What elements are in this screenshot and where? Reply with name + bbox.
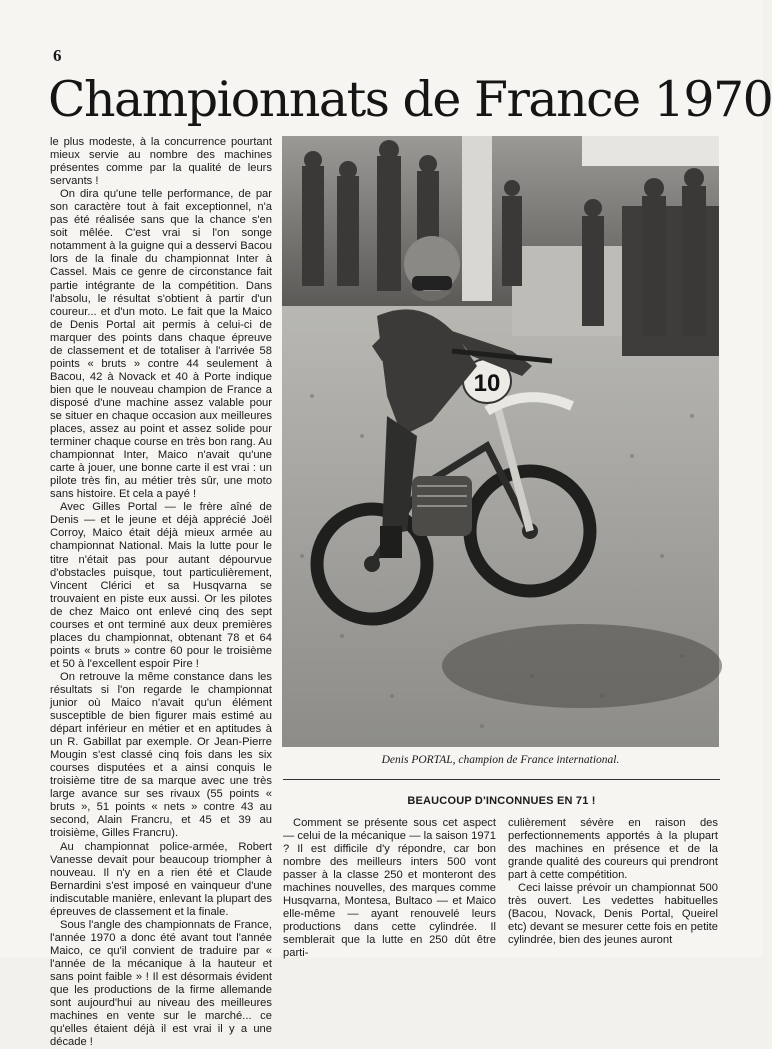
headline: Championnats de France 1970 <box>48 71 772 128</box>
article-paragraph: Ceci laisse prévoir un championnat 500 très ouvert. Les vedettes habituelles (Bacou, Novack, Denis Portal, Queirel etc) devant se mesurer cette fois en petite cylindrée, bien des jeunes auront <box>508 882 718 947</box>
article-column-bottom-2 <box>508 817 718 947</box>
page-number: 6 <box>53 46 62 65</box>
article-paragraph: le plus modeste, à la concurrence pourtant mieux servie au nombre des machines présentes comme par la qualité de leurs servants ! <box>50 136 272 188</box>
article-paragraph: On retrouve la même constance dans les résultats si l'on regarde le championnat junior où Maico n'avait qu'un élément susceptible de bien figurer mais estimé au départ inférieur en métier et en aptitudes à un R. Gabillat par exemple. Or Jean-Pierre Mougin s'est classé cinq fois dans les six courses disputées et a ainsi conquis le troisième titre de sa marque avec une très large avance sur ses rivaux (55 points « bruts », 51 points « nets » contre 43 au second, Alain Francru, et 45 et 39 au troisième, Gilles Francru). <box>50 670 272 840</box>
section-heading: BEAUCOUP D'INCONNUES EN 71 ! <box>407 795 596 807</box>
article-paragraph: Sous l'angle des championnats de France, l'année 1970 a donc été avant tout l'année Maico, ce qu'il convient de traduire par « l'année de la mécanique à la hauteur et sans point faible » ! Il est désormais évident que les productions de la firme allemande sont aujourd'hui au niveau des meilleures machines en vente sur le marché... ce qu'elles étaient déjà il est vrai il y a une décade ! <box>50 918 272 1049</box>
article-column-left <box>50 136 272 1049</box>
article-paragraph: Avec Gilles Portal — le frère aîné de Denis — et le jeune et déjà apprécié Joël Corroy, Maico était déjà mieux armée au championnat National. Mais la lutte pour le titre n'était pas pour autant dépourvue d'obstacles puisque, tout particulièrement, Vincent Clérici et sa Husqvarna se trouvaient en piste eux aussi. Or les pilotes de chez Maico ont enlevé cinq des sept courses et ont terminé aux deux premières places du championnat, obtenant 78 et 64 points « bruts » contre 60 pour le troisième et 50 à l'excellent espoir Pire ! <box>50 501 272 670</box>
article-column-bottom-1 <box>283 817 496 960</box>
number-plate: 10 <box>473 370 501 397</box>
article-paragraph: culièrement sévère en raison des perfectionnements apportés à la plupart des machines en présence et de la grande qualité des coureurs qui prendront part à cette compétition. <box>508 817 718 882</box>
article-paragraph: Au championnat police-armée, Robert Vanesse devait pour beaucoup triompher à nouveau. Il n'y en a rien été et Claude Bernardini s'est imposé en vainqueur d'une indiscutable manière, enlevant la plupart des épreuves de classement et la finale. <box>50 840 272 918</box>
article-paragraph: On dira qu'une telle performance, de par son caractère tout à fait exceptionnel, n'a pas été réalisée sans que la chance s'en soit mêlée. C'est vrai si l'on songe notamment à la guigne qui a desservi Bacou lors de la finale du championnat Inter à Cassel. Mais ce genre de circonstance fait partie intégrante de la compétition. Dans l'absolu, le résultat s'obtient à partir d'un coureur... et d'un moto. Le fait que la Maico de Denis Portal ait permis à celui-ci de marquer des points dans chaque épreuve de classement et de totaliser à l'arrivée 58 points « bruts » contre 44 seulement à Bacou, 42 à Novack et 40 à Porte indique bien que le nouveau champion de France a disposé d'une machine assez valable pour se situer en chaque occasion aux meilleures places, assez au point et assez solide pour terminer chaque course en très bon rang. Au championnat Inter, Maico n'avait qu'une carte à jouer, une bonne carte il est vrai : un pilote très fin, au métier très sûr, une moto sans histoire. Et cela a payé ! <box>50 188 272 501</box>
motocross-photo <box>282 136 719 747</box>
photo-caption: Denis PORTAL, champion de France international. <box>381 754 620 766</box>
article-paragraph: Comment se présente sous cet aspect — celui de la mécanique — la saison 1971 ? Il est difficile d'y répondre, car bon nombre des meilleurs inters 500 vont passer à la classe 250 et monteront des machines nouvelles, des marques comme Husqvarna, Montesa, Bultaco — et Maico elle-même — ayant renouvelé leurs productions dans cette cylindrée. Il semblerait que la lutte en 250 dût être parti- <box>283 817 496 960</box>
section-divider <box>283 779 720 780</box>
